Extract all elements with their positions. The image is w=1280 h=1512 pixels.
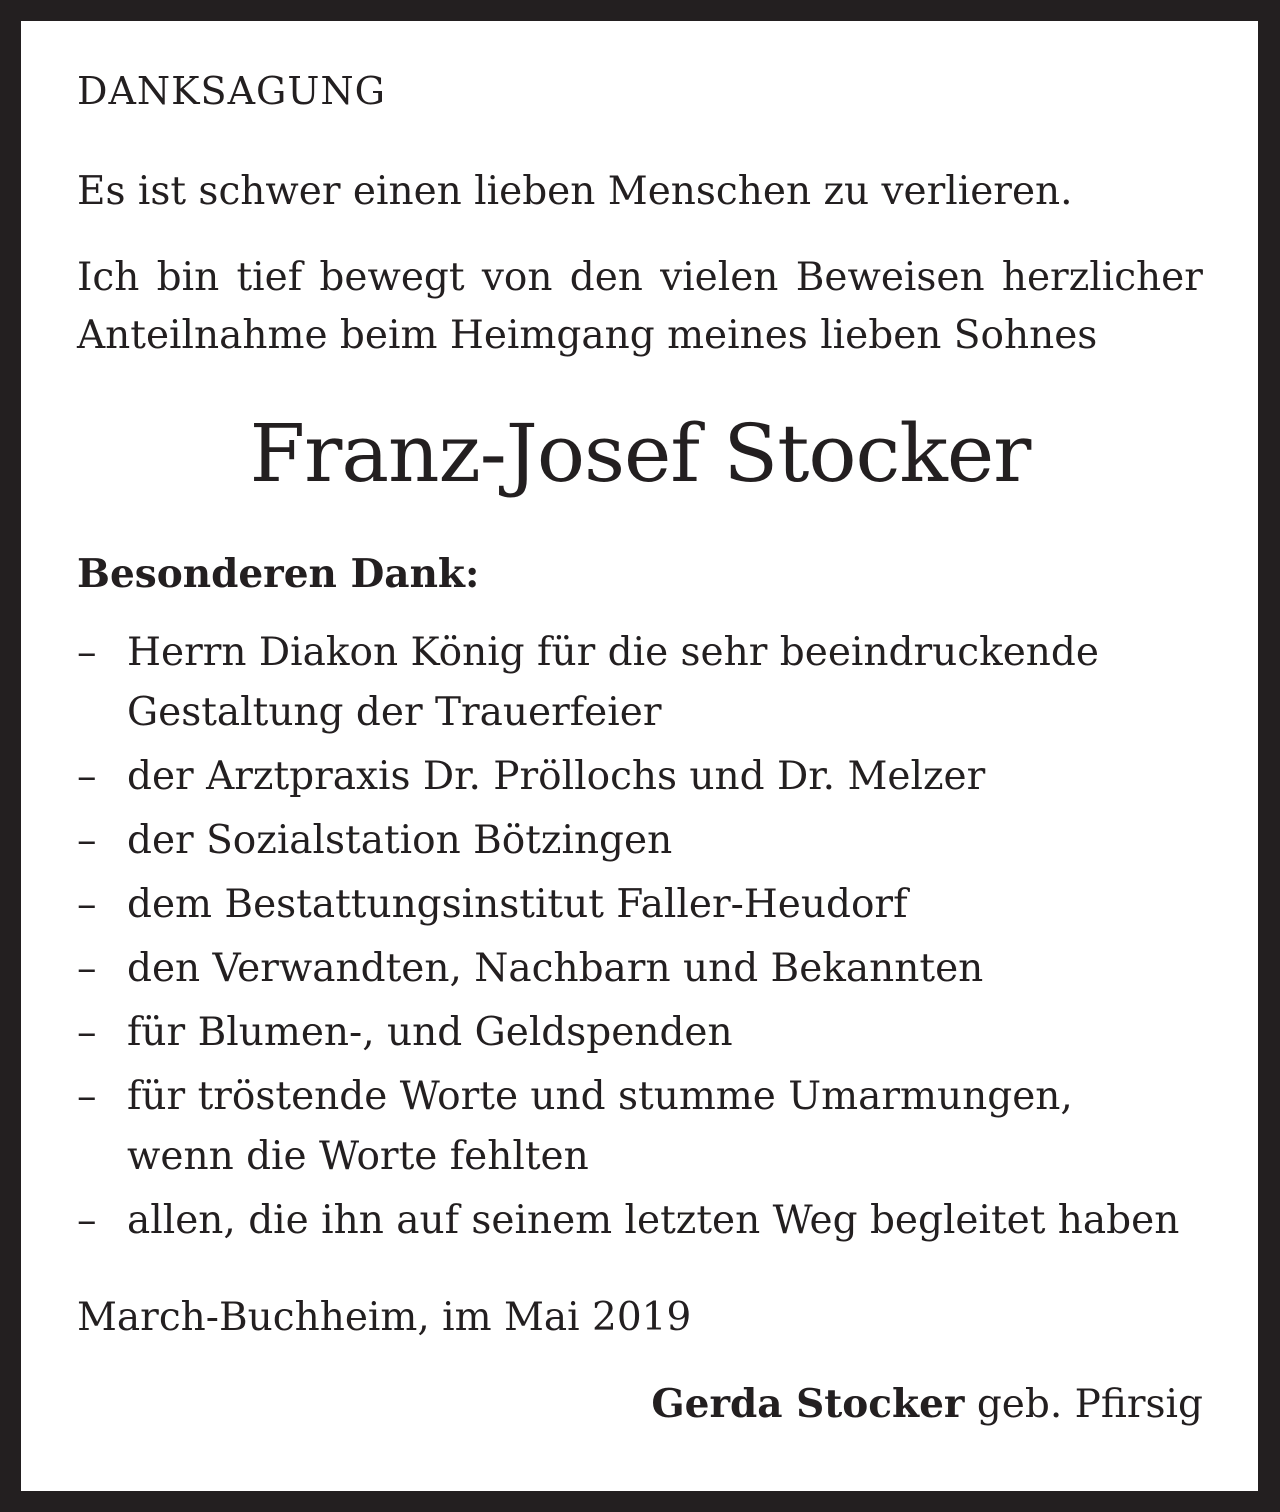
notice-paper	[21, 21, 1258, 1491]
intro-line-1: Es ist schwer einen lieben Menschen zu verlieren.	[77, 169, 1073, 214]
bullet-dash: –	[77, 754, 97, 799]
intro-word: Beweisen	[795, 255, 985, 300]
thanks-item	[77, 623, 1203, 743]
deceased-name: Franz-Josef Stocker	[249, 407, 1031, 500]
thanks-list	[77, 623, 1203, 1255]
signature-suffix: geb. Pfirsig	[976, 1382, 1203, 1427]
thanks-item	[77, 1003, 1203, 1063]
place-date: March-Buchheim, im Mai 2019	[77, 1295, 692, 1340]
thanks-item	[77, 875, 1203, 935]
thanks-item-text: der Arztpraxis Dr. Pröllochs und Dr. Melzer	[127, 754, 986, 799]
thanks-item-text: für Blumen-, und Geldspenden	[127, 1010, 733, 1055]
thanks-item-text: der Sozialstation Bötzingen	[127, 818, 673, 863]
intro-word: vielen	[660, 255, 779, 300]
intro-word: bin	[156, 255, 220, 300]
bullet-dash: –	[77, 1198, 97, 1243]
intro-word: den	[569, 255, 643, 300]
intro-line-2b: Anteilnahme beim Heimgang meines lieben Sohnes	[77, 313, 1098, 358]
thanks-item-text: dem Bestattungsinstitut Faller-Heudorf	[127, 882, 908, 927]
intro-word: Ich	[77, 255, 140, 300]
thanks-item-text: allen, die ihn auf seinem letzten Weg begleitet haben	[127, 1198, 1180, 1243]
signature-name: Gerda Stocker	[651, 1381, 965, 1427]
bullet-dash: –	[77, 946, 97, 991]
intro-word: bewegt	[319, 255, 465, 300]
bullet-dash: –	[77, 1010, 97, 1055]
thanks-item-text: den Verwandten, Nachbarn und Bekannten	[127, 946, 984, 991]
bullet-dash: –	[77, 1074, 97, 1119]
thanks-item-text: Herrn Diakon König für die sehr beeindruckende Gestaltung der Trauerfeier	[127, 630, 1099, 735]
intro-paragraph	[77, 249, 1203, 365]
intro-line-2a	[77, 249, 1203, 307]
thanks-item	[77, 747, 1203, 807]
intro-word: von	[481, 255, 553, 300]
bullet-dash: –	[77, 818, 97, 863]
thanks-item	[77, 811, 1203, 871]
thanks-item	[77, 939, 1203, 999]
thanks-item	[77, 1067, 1203, 1187]
intro-word: herzlicher	[1001, 255, 1203, 300]
intro-word: tief	[236, 255, 303, 300]
bullet-dash: –	[77, 882, 97, 927]
thanks-heading: Besonderen Dank:	[77, 551, 480, 597]
notice-heading: DANKSAGUNG	[77, 69, 387, 113]
thanks-item-text: für tröstende Worte und stumme Umarmungen, wenn die Worte fehlten	[127, 1074, 1073, 1179]
bullet-dash: –	[77, 630, 97, 675]
thanks-item	[77, 1191, 1203, 1251]
signature	[651, 1381, 1203, 1427]
